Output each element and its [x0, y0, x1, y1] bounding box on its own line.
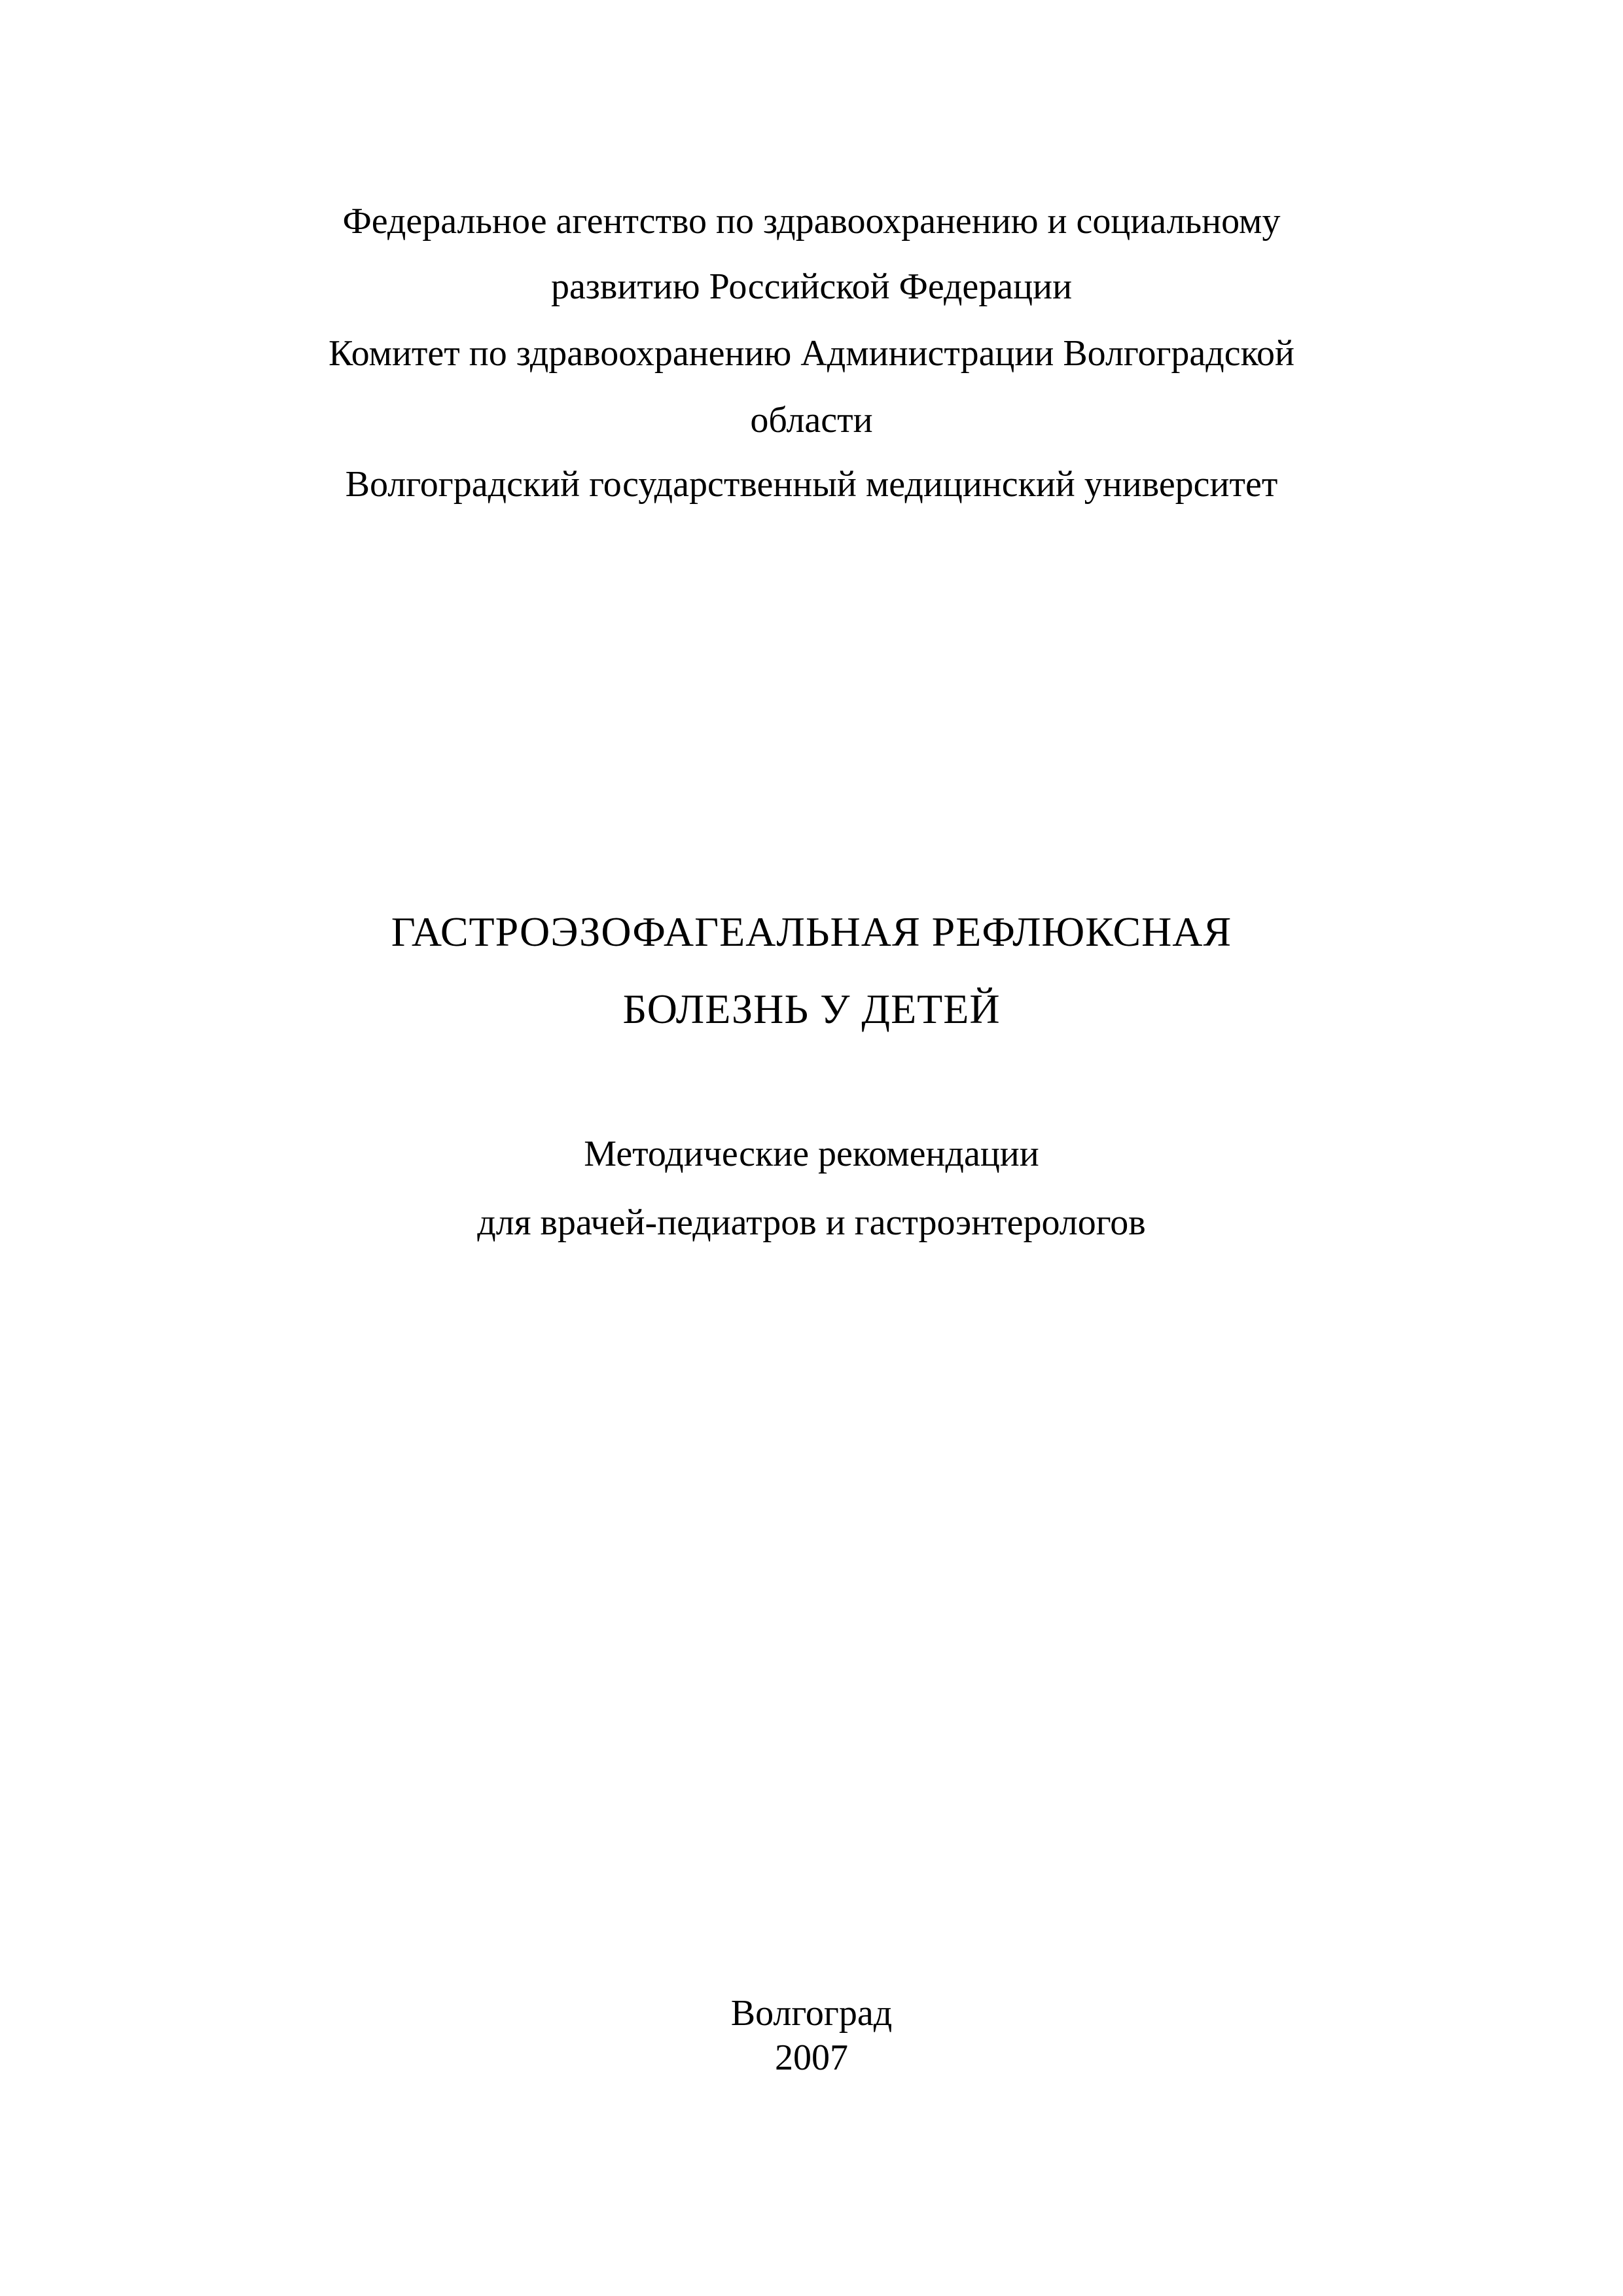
title-line-1: ГАСТРОЭЗОФАГЕАЛЬНАЯ РЕФЛЮКСНАЯ: [391, 908, 1232, 955]
subtitle-line-2: для врачей-педиатров и гастроэнтерологов: [477, 1202, 1146, 1243]
title-line-2: БОЛЕЗНЬ У ДЕТЕЙ: [622, 986, 1001, 1032]
subtitle-line-1: Методические рекомендации: [584, 1134, 1039, 1174]
header-line-university: Волгоградский государственный медицинский университет: [345, 464, 1278, 505]
imprint-city: Волгоград: [730, 1993, 893, 2034]
header-line-region: области: [750, 400, 873, 440]
header-line-agency: Федеральное агентство по здравоохранению и социальному: [342, 201, 1281, 242]
header-line-federation: развитию Российской Федерации: [550, 266, 1073, 307]
header-line-committee: Комитет по здравоохранению Администрации Волгоградской: [329, 333, 1294, 374]
imprint-year: 2007: [775, 2037, 848, 2078]
